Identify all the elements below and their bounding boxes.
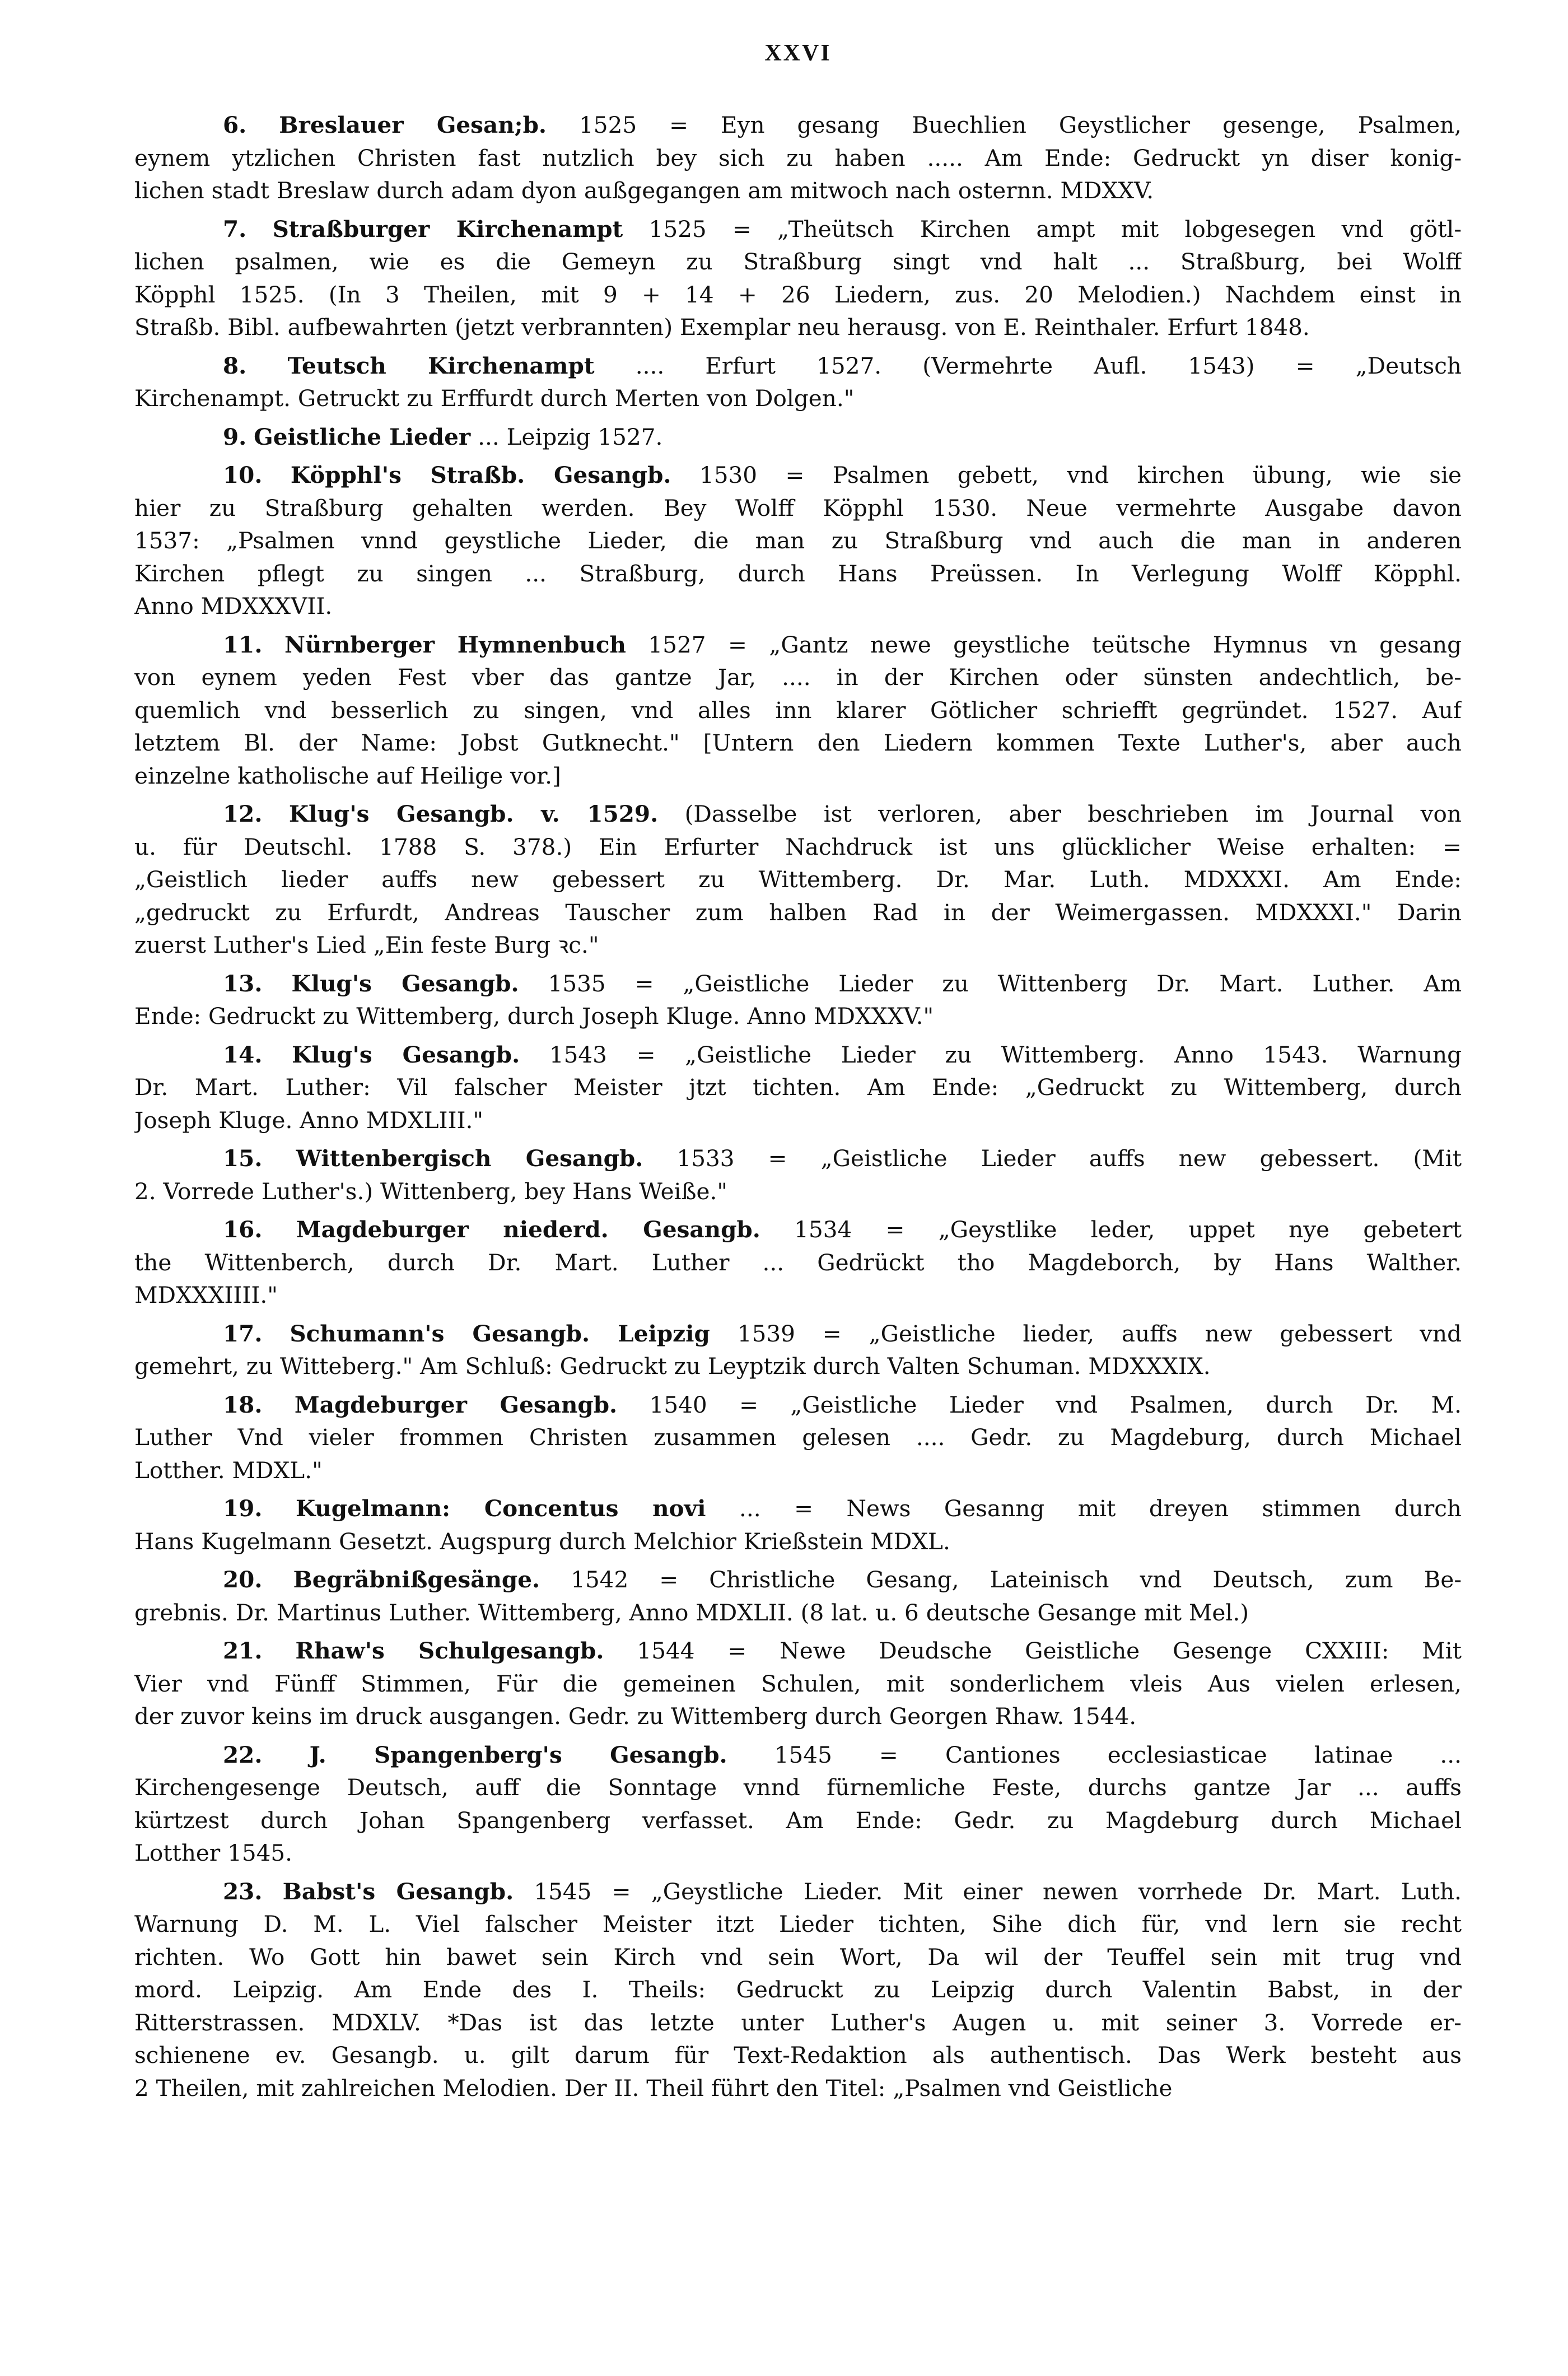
bibliography-entry [134, 1563, 1462, 1629]
entry-line: Köpphl 1525. (In 3 Theilen, mit 9 + 14 + 26 Liedern, zus. 20 Melodien.) Nachdem einst in [134, 281, 1462, 308]
entry-line [134, 1038, 1462, 1071]
entry-line [134, 798, 1462, 831]
entry-number: 6. [223, 111, 247, 138]
entry-number: 8. [223, 352, 247, 379]
entry-line: u. für Deutschl. 1788 S. 378.) Ein Erfurter Nachdruck ist uns glücklicher Weise erhalten: = [134, 833, 1462, 860]
entry-line: the Wittenberch, durch Dr. Mart. Luther ... Gedrückt tho Magdeborch, by Hans Walther. [134, 1248, 1462, 1276]
entry-number: 7. [223, 215, 247, 243]
entry-text: 1530 = Psalmen gebett, vnd kirchen übung, wie sie [699, 462, 1462, 488]
entry-line [134, 1213, 1462, 1246]
bibliography-entry [134, 1739, 1462, 1870]
entry-line: grebnis. Dr. Martinus Luther. Wittemberg, Anno MDXLII. (8 lat. u. 6 deutsche Gesange mit Mel.) [134, 1599, 1249, 1626]
entry-number: 22. [223, 1741, 263, 1768]
bibliography-entry [134, 798, 1462, 962]
entry-line: Joseph Kluge. Anno MDXLIII." [134, 1106, 484, 1134]
entry-line [134, 459, 1462, 492]
bibliography-entry [134, 109, 1462, 207]
entry-line: Lotther 1545. [134, 1839, 293, 1866]
entry-text: 1525 = Eyn gesang Buechlien Geystlicher gesenge, Psalmen, [579, 111, 1462, 138]
entry-line: Vier vnd Fünff Stimmen, Für die gemeinen Schulen, mit sonderlichem vleis Aus vielen erlesen, [134, 1670, 1462, 1697]
entry-line: 1537: „Psalmen vnnd geystliche Lieder, die man zu Straßburg vnd auch die man in anderen [134, 527, 1462, 554]
entry-number: 17. [223, 1320, 263, 1347]
entry-line [134, 1634, 1462, 1667]
entry-line [134, 213, 1462, 246]
entry-line: der zuvor keins im druck ausgangen. Gedr. zu Wittemberg durch Georgen Rhaw. 1544. [134, 1703, 1137, 1730]
entry-line: kürtzest durch Johan Spangenberg verfasset. Am Ende: Gedr. zu Magdeburg durch Michael [134, 1806, 1462, 1834]
bibliography-entry [134, 1492, 1462, 1558]
entry-line [134, 1317, 1462, 1350]
entry-line: „Geistlich lieder auffs new gebessert zu Wittemberg. Dr. Mar. Luth. MDXXXI. Am Ende: [134, 866, 1462, 893]
entry-line: von eynem yeden Fest vber das gantze Jar, .... in der Kirchen oder sünsten andechtlich, be- [134, 664, 1462, 691]
entry-number: 15. [223, 1145, 263, 1172]
entry-line: MDXXXIIII." [134, 1282, 278, 1308]
entry-title: Teutsch Kirchenampt [287, 352, 595, 379]
entry-line: Kirchenampt. Getruckt zu Erffurdt durch Merten von Dolgen." [134, 385, 855, 412]
bibliography-entry [134, 1213, 1462, 1312]
entry-number: 11. [223, 631, 263, 658]
bibliography-entry [134, 967, 1462, 1033]
entry-line [134, 1563, 1462, 1596]
entry-text: 1539 = „Geistliche lieder, auffs new gebessert vnd [737, 1320, 1462, 1347]
entry-line [134, 1875, 1462, 1908]
bibliography-entry [134, 1634, 1462, 1733]
entry-line: zuerst Luther's Lied „Ein feste Burg ꝛc." [134, 931, 599, 958]
entry-title: Nürnberger Hymnenbuch [284, 631, 626, 658]
bibliography-entry [134, 1317, 1462, 1383]
entry-line: mord. Leipzig. Am Ende des I. Theils: Gedruckt zu Leipzig durch Valentin Babst, in der [134, 1976, 1462, 2003]
entry-line: gemehrt, zu Witteberg." Am Schluß: Gedruckt zu Leyptzik durch Valten Schuman. MDXXXIX. [134, 1353, 1211, 1380]
entry-line: Dr. Mart. Luther: Vil falscher Meister jtzt tichten. Am Ende: „Gedruckt zu Wittemberg, durch [134, 1074, 1462, 1101]
entry-title: Magdeburger niederd. Gesangb. [296, 1216, 760, 1243]
entry-line: „gedruckt zu Erfurdt, Andreas Tauscher zum halben Rad in der Weimergassen. MDXXXI." Darin [134, 898, 1462, 926]
entry-number: 10. [223, 462, 263, 488]
entry-title: Babst's Gesangb. [282, 1877, 514, 1905]
entry-line [134, 967, 1462, 1000]
entry-line: Luther Vnd vieler frommen Christen zusammen gelesen .... Gedr. zu Magdeburg, durch Michael [134, 1424, 1462, 1451]
entry-title: Schumann's Gesangb. Leipzig [290, 1320, 710, 1347]
entry-text: 1543 = „Geistliche Lieder zu Wittemberg. Anno 1543. Warnung [549, 1041, 1462, 1068]
entry-title: Geistliche Lieder [254, 423, 471, 450]
bibliography-entry [134, 628, 1462, 793]
entry-number: 14. [223, 1041, 263, 1068]
entry-line [134, 628, 1462, 661]
entry-title: Klug's Gesangb. [291, 970, 519, 997]
entry-text: 1542 = Christliche Gesang, Lateinisch vnd Deutsch, zum Be- [571, 1566, 1462, 1593]
entry-line: eynem ytzlichen Christen fast nutzlich bey sich zu haben ..... Am Ende: Gedruckt yn diser konig- [134, 144, 1462, 171]
entry-text: ... = News Gesanng mit dreyen stimmen durch [739, 1495, 1462, 1522]
entry-line [134, 1739, 1462, 1772]
bibliography-entry [134, 1389, 1462, 1487]
entry-number: 21. [223, 1637, 263, 1664]
bibliography-entry [134, 1875, 1462, 2105]
entry-title: Straßburger Kirchenampt [272, 215, 623, 243]
entry-line [134, 1389, 1462, 1422]
entry-title: Wittenbergisch Gesangb. [296, 1145, 643, 1172]
entry-title: Kugelmann: Concentus novi [295, 1495, 706, 1522]
entry-line: Ende: Gedruckt zu Wittemberg, durch Joseph Kluge. Anno MDXXXV." [134, 1003, 934, 1029]
entry-title: Klug's Gesangb. v. 1529. [288, 800, 659, 827]
entry-line: Warnung D. M. L. Viel falscher Meister itzt Lieder tichten, Sihe dich für, vnd lern sie recht [134, 1911, 1462, 1937]
bibliography-entry [134, 1142, 1462, 1208]
bibliography-entry [134, 1038, 1462, 1137]
entry-text: 1535 = „Geistliche Lieder zu Wittenberg Dr. Mart. Luther. Am [548, 970, 1462, 997]
entry-line: hier zu Straßburg gehalten werden. Bey Wolff Köpphl 1530. Neue vermehrte Ausgabe davon [134, 494, 1462, 521]
entry-number: 9. [223, 423, 247, 450]
entry-number: 20. [223, 1566, 263, 1593]
entry-title: Begräbnißgesänge. [293, 1566, 540, 1593]
entry-line [134, 421, 1462, 454]
entry-line: Ritterstrassen. MDXLV. *Das ist das letzte unter Luther's Augen u. mit seiner 3. Vorrede er- [134, 2009, 1462, 2036]
entry-line: einzelne katholische auf Heilige vor.] [134, 762, 561, 789]
entry-line: schienene ev. Gesangb. u. gilt darum für Text-Redaktion als authentisch. Das Werk besteht aus [134, 2042, 1462, 2068]
bibliography-entry [134, 421, 1462, 454]
entry-title: J. Spangenberg's Gesangb. [309, 1741, 727, 1768]
bibliography-entry [134, 350, 1462, 415]
entry-text: (Dasselbe ist verloren, aber beschrieben im Journal von [684, 800, 1462, 827]
entry-title: Klug's Gesangb. [292, 1041, 520, 1068]
page-number-header: XXVI [764, 40, 832, 66]
entry-line: Kirchengesenge Deutsch, auff die Sonntage vnnd fürnemliche Feste, durchs gantze Jar ... auffs [134, 1774, 1462, 1801]
entry-line: Kirchen pflegt zu singen ... Straßburg, durch Hans Preüssen. In Verlegung Wolff Köpphl. [134, 560, 1462, 587]
entry-text: 1544 = Newe Deudsche Geistliche Gesenge CXXIII: Mit [637, 1637, 1462, 1664]
entry-line: Anno MDXXXVII. [134, 593, 333, 619]
entry-line: 2 Theilen, mit zahlreichen Melodien. Der II. Theil führt den Titel: „Psalmen vnd Geistliche [134, 2074, 1173, 2102]
entry-line: Straßb. Bibl. aufbewahrten (jetzt verbrannten) Exemplar neu herausg. von E. Reinthaler. Erfurt 1848. [134, 314, 1310, 341]
entry-line: letztem Bl. der Name: Jobst Gutknecht." [Untern den Liedern kommen Texte Luther's, aber auch [134, 729, 1462, 756]
entry-title: Rhaw's Schulgesangb. [295, 1637, 604, 1664]
entry-number: 16. [223, 1216, 263, 1243]
entry-number: 13. [223, 970, 263, 997]
entry-text: 1533 = „Geistliche Lieder auffs new gebessert. (Mit [676, 1145, 1462, 1172]
entry-line: quemlich vnd besserlich zu singen, vnd alles inn klarer Götlicher schriefft gegründet. 1527. Auf [134, 696, 1462, 724]
entry-title: Magdeburger Gesangb. [294, 1391, 618, 1418]
entry-number: 18. [223, 1391, 263, 1418]
entry-title: Breslauer Gesan;b. [279, 111, 547, 138]
entry-line [134, 1142, 1462, 1175]
entry-text: 1525 = „Theütsch Kirchen ampt mit lobgesegen vnd götl- [648, 215, 1462, 243]
entry-text: 1534 = „Geystlike leder, uppet nye gebetert [794, 1216, 1462, 1243]
bibliography-entry [134, 459, 1462, 623]
entry-text: ... Leipzig 1527. [478, 423, 663, 450]
entry-line: Lotther. MDXL." [134, 1456, 323, 1484]
entry-line [134, 109, 1462, 142]
entry-title: Köpphl's Straßb. Gesangb. [290, 462, 671, 488]
entry-line: richten. Wo Gott hin bawet sein Kirch vnd sein Wort, Da wil der Teuffel sein mit trug vnd [134, 1943, 1462, 1970]
entry-text: 1540 = „Geistliche Lieder vnd Psalmen, durch Dr. M. [649, 1391, 1462, 1418]
entry-text: .... Erfurt 1527. (Vermehrte Aufl. 1543) = „Deutsch [635, 352, 1462, 379]
entry-text: 1545 = Cantiones ecclesiasticae latinae ... [774, 1741, 1462, 1768]
entry-text: 1527 = „Gantz newe geystliche teütsche Hymnus vn gesang [648, 631, 1462, 658]
entry-line: lichen psalmen, wie es die Gemeyn zu Straßburg singt vnd halt ... Straßburg, bei Wolff [134, 248, 1462, 275]
entry-text: 1545 = „Geystliche Lieder. Mit einer newen vorrhede Dr. Mart. Luth. [534, 1877, 1462, 1905]
entry-line: 2. Vorrede Luther's.) Wittenberg, bey Hans Weiße." [134, 1177, 728, 1205]
entry-line: lichen stadt Breslaw durch adam dyon außgegangen am mitwoch nach osternn. MDXXV. [134, 177, 1154, 204]
entry-line [134, 1492, 1462, 1525]
entry-number: 23. [223, 1877, 263, 1905]
entry-line: Hans Kugelmann Gesetzt. Augspurg durch Melchior Krießstein MDXL. [134, 1527, 950, 1555]
bibliography-entry [134, 213, 1462, 344]
entry-line [134, 350, 1462, 383]
entry-number: 19. [223, 1495, 263, 1522]
entry-number: 12. [223, 800, 263, 827]
bibliography-list [134, 109, 1462, 2104]
